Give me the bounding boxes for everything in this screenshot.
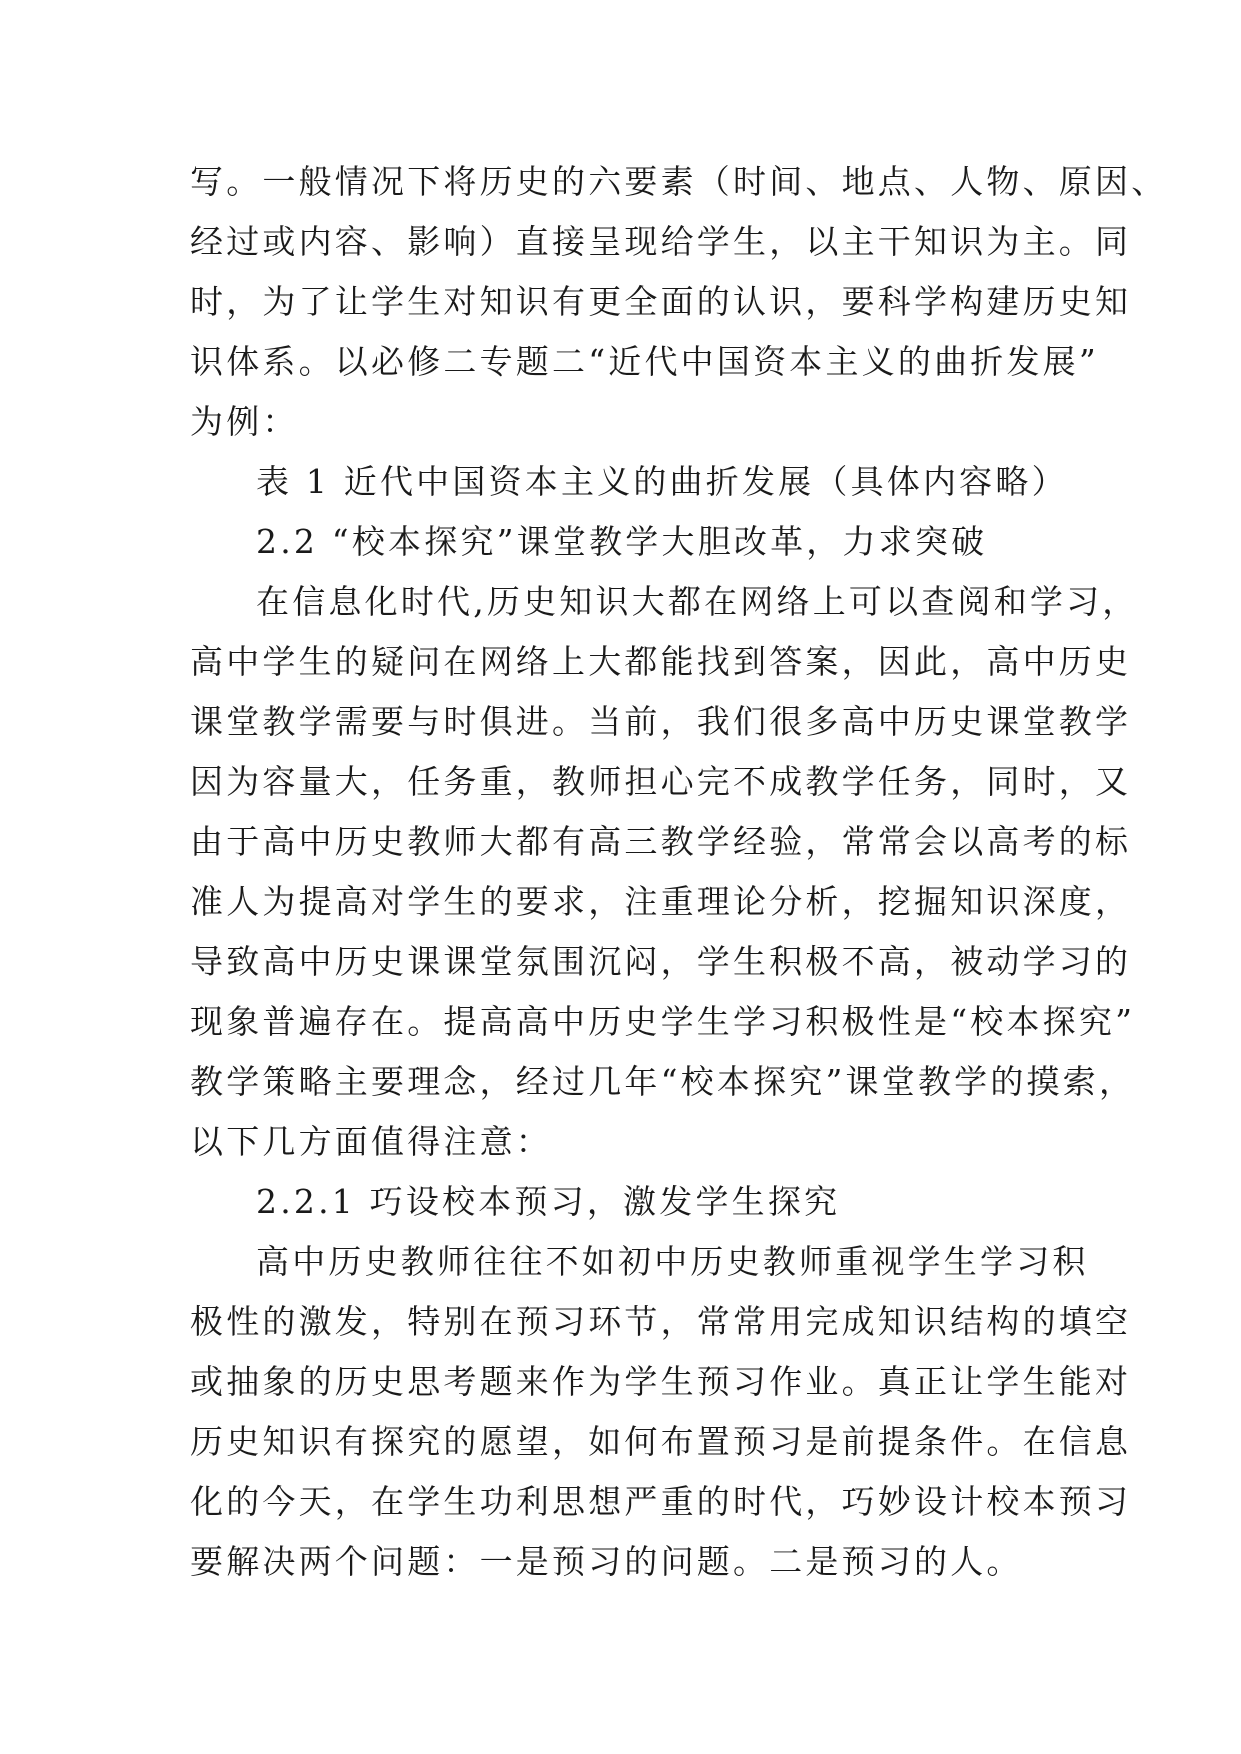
text-line: 以下几方面值得注意： <box>190 1122 552 1161</box>
text-line: 历史知识有探究的愿望，如何布置预习是前提条件。在信息 <box>190 1422 1132 1461</box>
text-line: 识体系。以必修二专题二“近代中国资本主义的曲折发展” <box>190 342 1099 381</box>
text-line: 现象普遍存在。提高高中历史学生学习积极性是“校本探究” <box>190 1002 1136 1041</box>
text-line: 或抽象的历史思考题来作为学生预习作业。真正让学生能对 <box>190 1362 1132 1401</box>
body-text <box>190 152 1168 1592</box>
text-line: 教学策略主要理念，经过几年“校本探究”课堂教学的摸索， <box>190 1062 1136 1101</box>
text-line: 准人为提高对学生的要求，注重理论分析，挖掘知识深度， <box>190 882 1132 921</box>
text-line: 为例： <box>190 402 299 441</box>
text-line: 极性的激发，特别在预习环节，常常用完成知识结构的填空 <box>190 1302 1132 1341</box>
text-line: 高中学生的疑问在网络上大都能找到答案，因此，高中历史 <box>190 642 1132 681</box>
text-line: 课堂教学需要与时俱进。当前，我们很多高中历史课堂教学 <box>190 702 1132 741</box>
text-line: 写。一般情况下将历史的六要素（时间、地点、人物、原因、 <box>190 162 1168 201</box>
text-line: 因为容量大，任务重，教师担心完不成教学任务，同时，又 <box>190 762 1132 801</box>
text-line: 2.2.1 巧设校本预习，激发学生探究 <box>256 1182 841 1221</box>
text-line: 表 1 近代中国资本主义的曲折发展（具体内容略） <box>256 462 1068 501</box>
text-line: 2.2 “校本探究”课堂教学大胆改革，力求突破 <box>256 522 988 561</box>
text-line: 要解决两个问题：一是预习的问题。二是预习的人。 <box>190 1542 1023 1581</box>
text-line: 在信息化时代,历史知识大都在网络上可以查阅和学习， <box>256 582 1139 621</box>
text-line: 高中历史教师往往不如初中历史教师重视学生学习积 <box>256 1242 1089 1281</box>
text-line: 经过或内容、影响）直接呈现给学生，以主干知识为主。同 <box>190 222 1132 261</box>
text-line: 时，为了让学生对知识有更全面的认识，要科学构建历史知 <box>190 282 1132 321</box>
text-line: 由于高中历史教师大都有高三教学经验，常常会以高考的标 <box>190 822 1132 861</box>
text-line: 化的今天，在学生功利思想严重的时代，巧妙设计校本预习 <box>190 1482 1132 1521</box>
text-line: 导致高中历史课课堂氛围沉闷，学生积极不高，被动学习的 <box>190 942 1132 981</box>
